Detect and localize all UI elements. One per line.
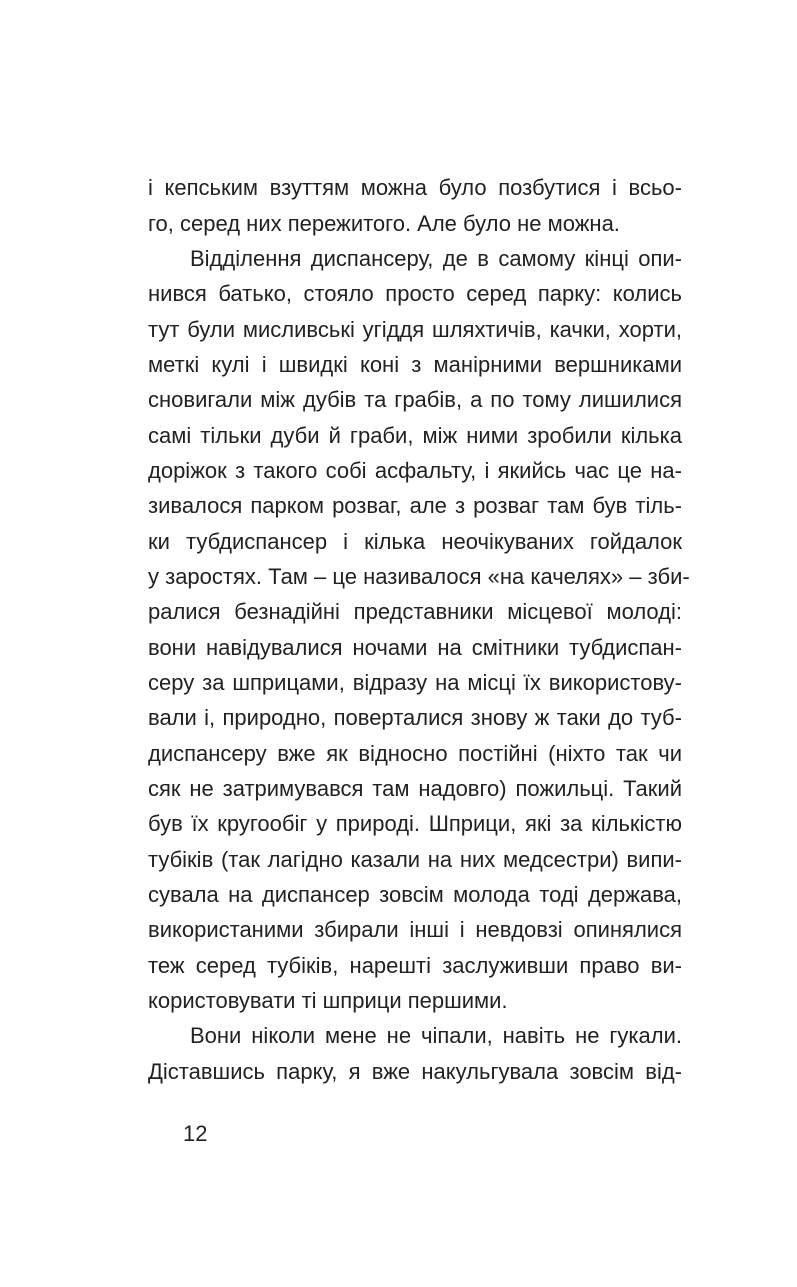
text-line-15: серу за шприцами, відразу на місці їх використову- [148,670,682,695]
text-line-17: диспансеру вже як відносно постійні (ніхто так чи [148,741,682,766]
text-line-7: сновигали між дубів та грабів, а по тому лишилися [148,387,682,412]
text-line-3: Відділення диспансеру, де в самому кінці опи- [190,246,682,271]
text-line-11: ки тубдиспансер і кілька неочікуваних гойдалок [148,529,682,554]
text-line-16: вали і, природно, поверталися знову ж таки до туб- [148,705,682,730]
text-line-8: самі тільки дуби й граби, між ними зробили кілька [148,423,682,448]
text-line-21: сувала на диспансер зовсім молода тоді держава, [148,882,682,907]
text-line-6: меткі кулі і швидкі коні з манірними вершниками [148,352,682,377]
text-line-1: і кепським взуттям можна було позбутися і всьо- [148,175,682,200]
text-line-13: ралися безнадійні представники місцевої молоді: [148,599,682,624]
text-line-10: зивалося парком розваг, але з розваг там був тіль- [148,493,682,518]
text-line-26: Діставшись парку, я вже накульгувала зовсім від- [148,1059,682,1084]
text-line-22: використаними збирали інші і невдовзі опинялися [148,917,682,942]
text-line-14: вони навідувалися ночами на смітники тубдиспан- [148,635,682,660]
text-line-20: тубіків (так лагідно казали на них медсестри) випи- [148,847,682,872]
text-line-24: користовувати ті шприци першими. [148,988,508,1013]
text-line-18: сяк не затримувався там надовго) пожильці. Такий [148,776,682,801]
page-number: 12 [183,1121,208,1146]
text-line-12: у заростях. Там – це називалося «на качелях» – зби- [148,564,690,589]
text-line-9: доріжок з такого собі асфальту, і якийсь час це на- [148,458,682,483]
text-line-2: го, серед них пережитого. Але було не можна. [148,211,620,236]
text-line-5: тут були мисливські угіддя шляхтичів, качки, хорти, [148,317,682,342]
text-line-25: Вони ніколи мене не чіпали, навіть не гукали. [190,1023,682,1048]
text-line-4: нився батько, стояло просто серед парку: колись [148,281,682,306]
text-line-19: був їх кругообіг у природі. Шприци, які за кількістю [148,811,682,836]
text-line-23: теж серед тубіків, нарешті заслуживши право ви- [148,953,682,978]
